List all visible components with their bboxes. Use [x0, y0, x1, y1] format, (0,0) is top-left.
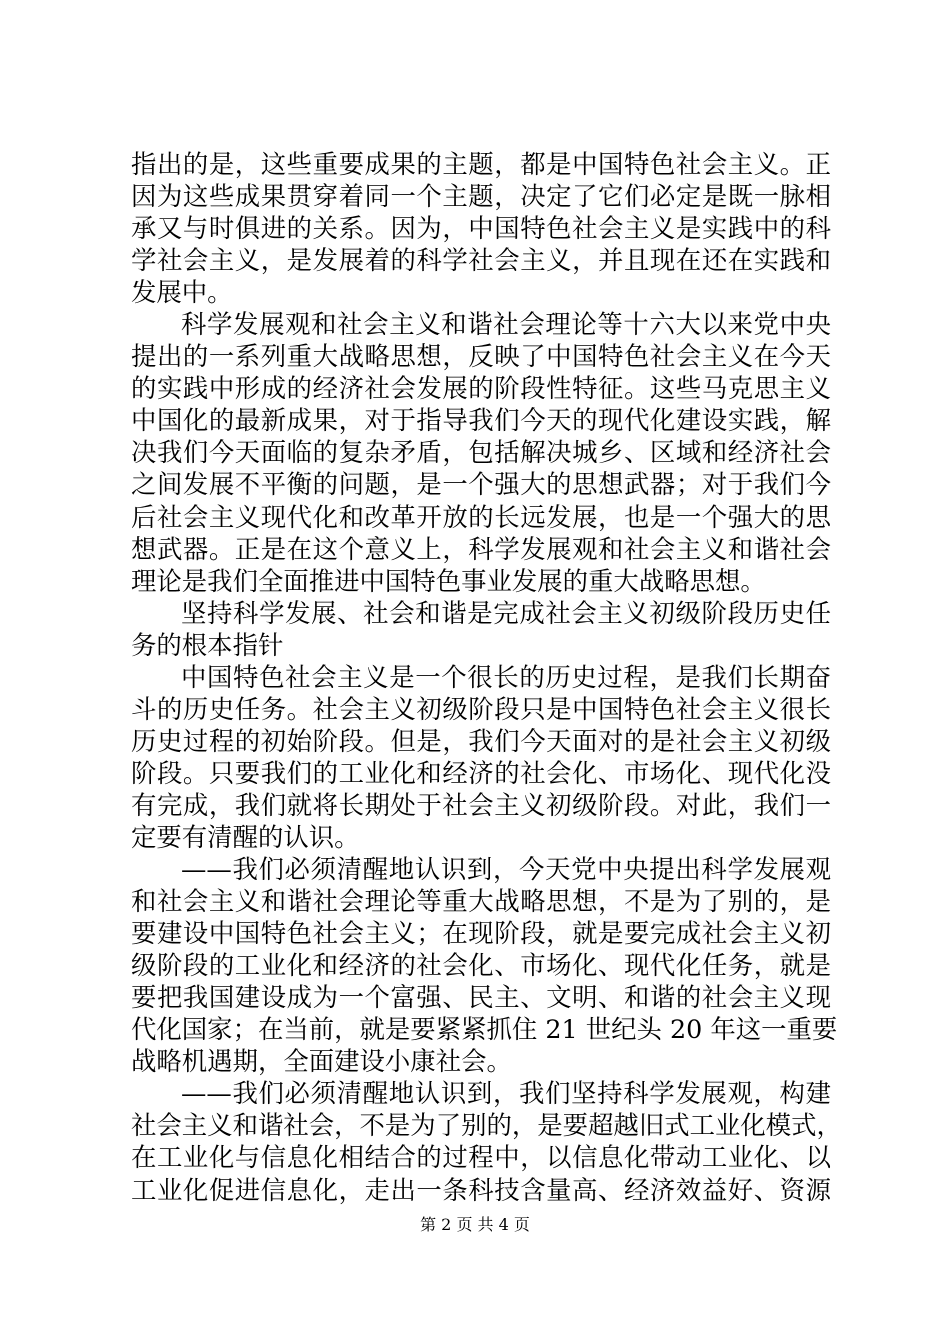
text-line: 之间发展不平衡的问题，是一个强大的思想武器；对于我们今: [131, 469, 831, 500]
text-line: 级阶段的工业化和经济的社会化、市场化、现代化任务，就是: [131, 950, 831, 981]
text-line: 有完成，我们就将长期处于社会主义初级阶段。对此，我们一: [131, 789, 831, 820]
text-line: 想武器。正是在这个意义上，科学发展观和社会主义和谐社会: [131, 533, 831, 564]
text-line: ——我们必须清醒地认识到，今天党中央提出科学发展观: [181, 854, 831, 885]
text-line: 中国化的最新成果，对于指导我们今天的现代化建设实践，解: [131, 405, 831, 436]
text-line: 阶段。只要我们的工业化和经济的社会化、市场化、现代化没: [131, 757, 831, 788]
text-line: 决我们今天面临的复杂矛盾，包括解决城乡、区域和经济社会: [131, 437, 831, 468]
text-line: 代化国家；在当前，就是要紧紧抓住 21 世纪头 20 年这一重要: [131, 1014, 838, 1045]
text-line: 发展中。: [131, 277, 233, 308]
text-line: 学社会主义，是发展着的科学社会主义，并且现在还在实践和: [131, 245, 831, 276]
text-line: ——我们必须清醒地认识到，我们坚持科学发展观，构建: [181, 1078, 831, 1109]
text-line: 后社会主义现代化和改革开放的长远发展，也是一个强大的思: [131, 501, 831, 532]
text-line: 要把我国建设成为一个富强、民主、文明、和谐的社会主义现: [131, 982, 831, 1013]
text-line: 战略机遇期，全面建设小康社会。: [131, 1046, 512, 1077]
text-line: 斗的历史任务。社会主义初级阶段只是中国特色社会主义很长: [131, 693, 831, 724]
text-line: 的实践中形成的经济社会发展的阶段性特征。这些马克思主义: [131, 373, 831, 404]
text-line: 历史过程的初始阶段。但是，我们今天面对的是社会主义初级: [131, 725, 831, 756]
text-line: 承又与时俱进的关系。因为，中国特色社会主义是实践中的科: [131, 213, 831, 244]
text-line: 务的根本指针: [131, 629, 284, 660]
text-line: 中国特色社会主义是一个很长的历史过程，是我们长期奋: [181, 661, 831, 692]
text-line: 要建设中国特色社会主义；在现阶段，就是要完成社会主义初: [131, 918, 831, 949]
text-line: 社会主义和谐社会，不是为了别的，是要超越旧式工业化模式，: [131, 1110, 842, 1141]
page-number: 第 2 页 共 4 页: [420, 1215, 530, 1234]
text-line: 工业化促进信息化，走出一条科技含量高、经济效益好、资源: [131, 1174, 831, 1205]
text-line: 因为这些成果贯穿着同一个主题，决定了它们必定是既一脉相: [131, 181, 831, 212]
text-line: 定要有清醒的认识。: [131, 821, 360, 852]
text-line: 科学发展观和社会主义和谐社会理论等十六大以来党中央: [181, 309, 831, 340]
text-line: 和社会主义和谐社会理论等重大战略思想，不是为了别的，是: [131, 886, 831, 917]
text-line: 坚持科学发展、社会和谐是完成社会主义初级阶段历史任: [181, 597, 831, 628]
text-line: 指出的是，这些重要成果的主题，都是中国特色社会主义。正: [131, 149, 831, 179]
page-footer: [0, 1215, 950, 1235]
text-line: 提出的一系列重大战略思想，反映了中国特色社会主义在今天: [131, 341, 831, 372]
text-line: 理论是我们全面推进中国特色事业发展的重大战略思想。: [131, 565, 766, 596]
document-body: [131, 148, 842, 1206]
text-line: 在工业化与信息化相结合的过程中，以信息化带动工业化、以: [131, 1142, 831, 1173]
